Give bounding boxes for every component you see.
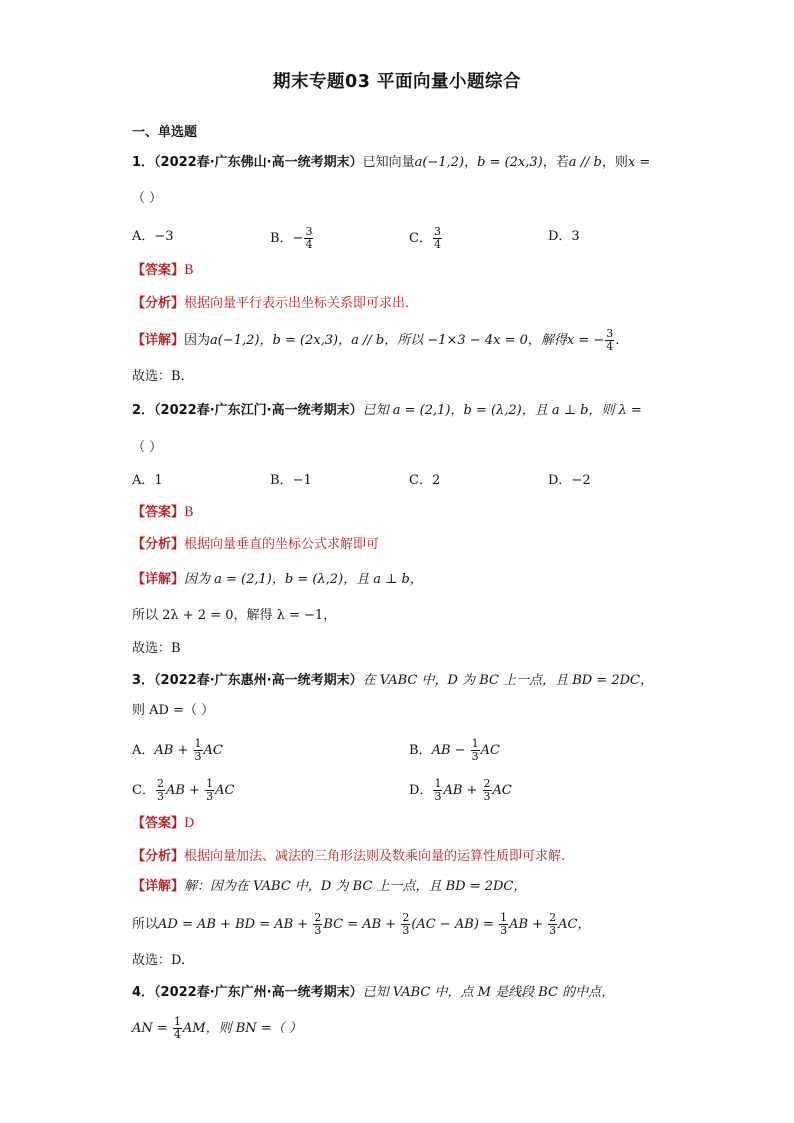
q3-option-d: D． $\frac{1}{3}$ AB + $\frac{2}{3}$ AC [409, 777, 512, 803]
q3-option-b-label: B． [409, 743, 432, 758]
frac-den: 4 [433, 238, 441, 251]
detail-text: 解：因为在 VABC 中，D 为 BC 上一点，且 BD = 2DC， [184, 879, 527, 894]
analysis-text: 根据向量加法、减法的三角形法则及数乘向量的运算性质即可求解. [184, 849, 566, 864]
q3-detail-2: 所以AD = AB + BD = AB + $\frac{2}{3}$ BC = AB + $\frac{2}{3}$ (AC − AB) = $\frac{1}{3}$ AB + $\frac{2}{3}$ AC， [132, 911, 591, 937]
q2-option-a: A．1 [132, 473, 163, 488]
analysis-tag: 【分析】 [132, 537, 185, 552]
detail-tag: 【详解】 [132, 333, 185, 348]
question-4-stem [132, 982, 614, 1004]
q4-number: 4． [132, 985, 155, 1000]
q1-option-b-label: B．− [270, 231, 304, 246]
q2-number: 2． [132, 403, 155, 418]
question-3-stem [132, 670, 653, 692]
q2-option-b: B．−1 [270, 473, 312, 488]
frac-num: 3 [606, 327, 614, 340]
analysis-text: 根据向量垂直的坐标公式求解即可 [184, 537, 380, 552]
analysis-tag: 【分析】 [132, 849, 185, 864]
q4-source: （2022春·广东广州·高一统考期末） [154, 985, 363, 1000]
answer-value: B [184, 505, 194, 520]
q3-number: 3． [132, 673, 155, 688]
frac-den: 4 [305, 238, 313, 251]
q1-detail [132, 328, 619, 353]
page-title: 期末专题03 平面向量小题综合 [273, 72, 521, 92]
q1-choose: 故选：B. [132, 369, 185, 384]
q1-option-c-fraction [433, 226, 442, 251]
q1-sep: ， [464, 155, 478, 170]
q3-analysis [132, 846, 565, 868]
answer-tag: 【答案】 [132, 816, 185, 831]
analysis-text: 根据向量平行表示出坐标关系即可求出. [184, 296, 410, 311]
q1-option-c-label: C． [409, 231, 432, 246]
q2-detail-2: 所以 2λ + 2 = 0，解得 λ = −1， [132, 608, 337, 623]
detail-end: . [615, 333, 620, 348]
q1-vector-b: b = (2x,3) [477, 155, 543, 170]
q2-answer [132, 502, 194, 524]
q4-stem-text: 已知 VABC 中，点 M 是线段 BC 的中点， [362, 985, 615, 1000]
q3-stem-text: 在 VABC 中，D 为 BC 上一点，且 BD = 2DC， [362, 673, 653, 688]
analysis-tag: 【分析】 [132, 296, 185, 311]
frac-den: 4 [606, 340, 614, 353]
answer-tag: 【答案】 [132, 263, 185, 278]
answer-value: B [184, 263, 194, 278]
q1-number: 1． [132, 155, 155, 170]
section-heading: 一、单选题 [132, 125, 198, 140]
q1-option-a: A．−3 [132, 229, 174, 244]
detail-result: x = − [566, 333, 605, 348]
q1-option-b [270, 226, 314, 251]
q3-source: （2022春·广东惠州·高一统考期末） [154, 673, 363, 688]
q1-ruo: ，若 [542, 155, 569, 170]
q1-answer [132, 260, 194, 282]
detail-lead: 因为 [184, 333, 211, 348]
detail-math: a(−1,2)，b = (2x,3)，a // b，所以 −1×3 − 4x = 0，解得 [210, 333, 567, 348]
detail-tag: 【详解】 [132, 572, 185, 587]
q3-answer [132, 813, 194, 835]
answer-value: D [184, 816, 195, 831]
q3-option-b: B．AB − $\frac{1}{3}$ AC [409, 737, 501, 763]
q1-condition: a // b [568, 155, 602, 170]
q1-option-c [409, 226, 443, 251]
q3-detail [132, 876, 526, 898]
frac-num: 3 [305, 225, 313, 238]
q2-paren: （ ） [132, 440, 163, 455]
q1-option-b-fraction [304, 226, 313, 251]
q2-option-c: C．2 [409, 473, 441, 488]
q3-choose: 故选：D. [132, 953, 186, 968]
q1-analysis [132, 293, 409, 315]
detail-text: 因为 a = (2,1)，b = (λ,2)，且 a ⊥ b， [184, 572, 423, 587]
q2-source: （2022春·广东江门·高一统考期末） [154, 403, 363, 418]
answer-tag: 【答案】 [132, 505, 185, 520]
detail-prefix: 所以 [132, 917, 159, 932]
q1-stem-text: 已知向量 [362, 155, 415, 170]
q4-stem-2: AN = $\frac{1}{4}$ AM，则 BN =（ ） [132, 1015, 302, 1041]
q1-option-d: D．3 [548, 229, 580, 244]
frac-num: 3 [433, 225, 441, 238]
q2-detail [132, 569, 423, 591]
q3-option-c-label: C． [132, 783, 155, 798]
q2-analysis [132, 534, 379, 556]
q1-vector-a: a(−1,2) [414, 155, 465, 170]
question-1-stem [132, 152, 650, 174]
q4-stem-end: ，则 BN =（ ） [205, 1021, 302, 1036]
q1-source: （2022春·广东佛山·高一统考期末） [154, 155, 363, 170]
q3-stem-2: 则 AD =（ ） [132, 703, 215, 718]
q1-ze: ，则 [601, 155, 628, 170]
question-2-stem [132, 400, 642, 422]
q1-var: x = [627, 155, 651, 170]
q3-option-c: C． $\frac{2}{3}$ AB + $\frac{1}{3}$ AC [132, 777, 235, 803]
q2-choose: 故选：B [132, 641, 181, 656]
q3-option-a-label: A． [132, 743, 155, 758]
q2-stem-text: 已知 a = (2,1)，b = (λ,2)，且 a ⊥ b，则 λ = [362, 403, 642, 418]
detail-fraction [605, 328, 614, 353]
q3-option-a: A．AB + $\frac{1}{3}$ AC [132, 737, 223, 763]
q2-option-d: D．−2 [548, 473, 591, 488]
q3-option-d-label: D． [409, 783, 433, 798]
detail-tag: 【详解】 [132, 879, 185, 894]
q1-paren: （ ） [132, 191, 163, 206]
